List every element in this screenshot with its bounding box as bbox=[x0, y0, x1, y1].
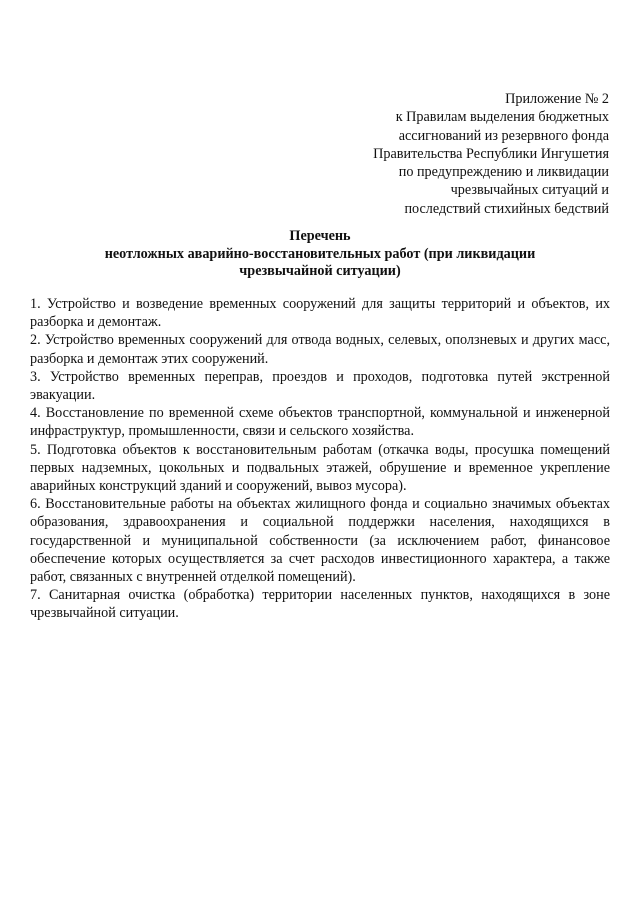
title-heading: Перечень bbox=[289, 228, 351, 244]
list-item: 3. Устройство временных переправ, проездов и проходов, подготовка путей экстренной эвакуации. bbox=[30, 368, 610, 404]
appendix-line: Правительства Республики Ингушетия bbox=[373, 145, 609, 162]
list-item: 7. Санитарная очистка (обработка) территории населенных пунктов, находящихся в зоне чрезвычайной ситуации. bbox=[30, 587, 610, 622]
document-title bbox=[30, 228, 610, 281]
list-item: 2. Устройство временных сооружений для отвода водных, селевых, оползневых и других масс, разборка и демонтаж этих сооружений. bbox=[30, 332, 610, 367]
title-line: неотложных аварийно-восстановительных работ (при ликвидации bbox=[104, 245, 536, 262]
list-item: 1. Устройство и возведение временных сооружений для защиты территорий и объектов, их разборка и демонтаж. bbox=[30, 296, 610, 331]
appendix-line: ассигнований из резервного фонда bbox=[398, 127, 609, 144]
works-list bbox=[30, 295, 610, 623]
appendix-line: Приложение № 2 bbox=[505, 91, 609, 107]
title-line: чрезвычайной ситуации) bbox=[239, 263, 401, 280]
appendix-reference bbox=[289, 90, 609, 218]
list-item: 5. Подготовка объектов к восстановительным работам (откачка воды, просушка помещений первых надземных, цокольных и подвальных этажей, обрушение и временное укрепление аварийных конструкций зданий и сооружений, вывоз мусора). bbox=[30, 441, 610, 495]
list-item: 4. Восстановление по временной схеме объектов транспортной, коммунальной и инженерной инфраструктур, промышленности, связи и сельского хозяйства. bbox=[30, 405, 610, 440]
list-item: 6. Восстановительные работы на объектах жилищного фонда и социально значимых объектах образования, здравоохранения и социальной поддержки населения, находящихся в государственной и муниципальной собственности (за исключением работ, финансовое обеспечение которых осуществляется за счет расходов инвестиционного характера, а также работ, связанных с внутренней отделкой помещений). bbox=[30, 496, 610, 586]
appendix-line: последствий стихийных бедствий bbox=[404, 200, 609, 217]
appendix-line: по предупреждению и ликвидации bbox=[398, 164, 609, 181]
appendix-line: чрезвычайных ситуаций и bbox=[450, 182, 609, 199]
appendix-line: к Правилам выделения бюджетных bbox=[395, 109, 609, 126]
